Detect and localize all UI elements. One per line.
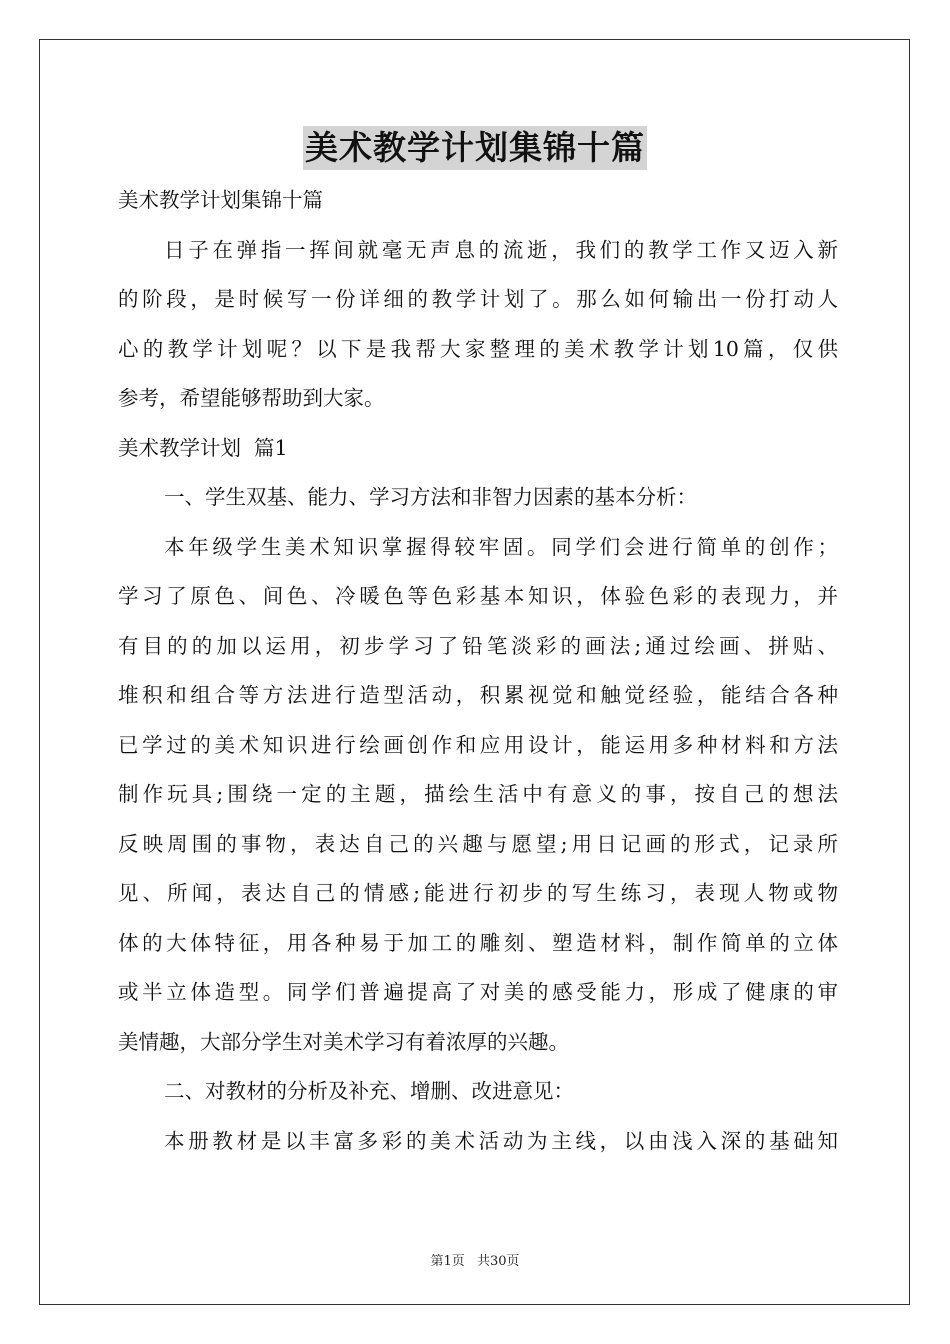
body-line: 制作玩具;围绕一定的主题，描绘生活中有意义的事，按自己的想法 [118,782,838,806]
body-line: 或半立体造型。同学们普遍提高了对美的感受能力，形成了健康的审 [118,980,838,1004]
intro-line: 的阶段，是时候写一份详细的教学计划了。那么如何输出一份打动人 [118,287,838,311]
page-total: 共30页 [476,1254,520,1269]
body-line: 已学过的美术知识进行绘画创作和应用设计，能运用多种材料和方法 [118,732,838,757]
point1-heading: 一、学生双基、能力、学习方法和非智力因素的基本分析： [164,485,697,509]
document-body [118,176,838,1166]
body-line: 学习了原色、间色、冷暖色等色彩基本知识，体验色彩的表现力，并 [118,584,838,608]
body-line: 堆积和组合等方法进行造型活动，积累视觉和触觉经验，能结合各种 [118,683,838,707]
body-line: 本册教材是以丰富多彩的美术活动为主线，以由浅入深的基础知 [164,1128,838,1153]
subtitle: 美术教学计划集锦十篇 [118,188,323,212]
body-line: 有目的的加以运用，初步学习了铅笔淡彩的画法;通过绘画、拼贴、 [118,633,838,658]
body-line: 本年级学生美术知识掌握得较牢固。同学们会进行简单的创作； [164,534,838,559]
intro-line: 日子在弹指一挥间就毫无声息的流逝，我们的教学工作又迈入新 [164,237,838,262]
body-line: 美情趣，大部分学生对美术学习有着浓厚的兴趣。 [118,1029,569,1054]
section-heading: 美术教学计划 篇1 [118,435,288,460]
document-title: 美术教学计划集锦十篇 [303,126,647,170]
body-line: 反映周围的事物，表达自己的兴趣与愿望;用日记画的形式，记录所 [118,831,838,856]
page-number: 第1页 [430,1254,465,1269]
intro-line: 参考，希望能够帮助到大家。 [118,386,385,410]
page-footer [0,1250,950,1269]
title-container [0,126,950,170]
point2-heading: 二、对教材的分析及补充、增删、改进意见： [164,1079,574,1103]
intro-line: 心的教学计划呢？以下是我帮大家整理的美术教学计划10篇，仅供 [118,336,838,361]
body-line: 见、所闻，表达自己的情感;能进行初步的写生练习，表现人物或物 [118,881,838,905]
body-line: 体的大体特征，用各种易于加工的雕刻、塑造材料，制作简单的立体 [118,930,838,955]
